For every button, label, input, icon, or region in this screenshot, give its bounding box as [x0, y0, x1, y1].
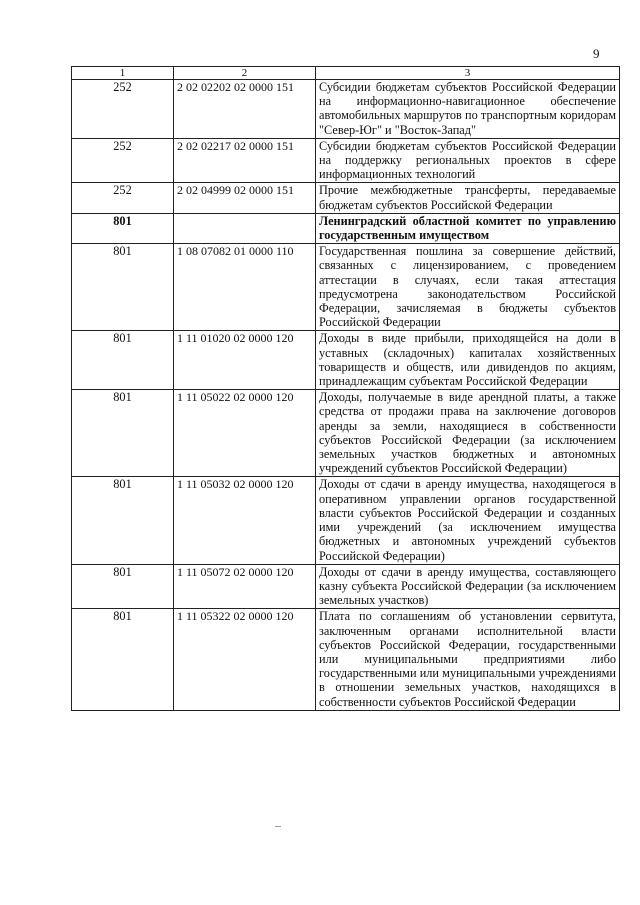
- admin-code-cell: 801: [72, 477, 174, 564]
- revenue-name-cell: Государственная пошлина за совершение действий, связанных с лицензированием, с проведением аттестации в случаях, если такая аттестация предусмотрена законодательством Российской Федерации, зачисляемая в бюджеты субъектов Российской Федерации: [316, 244, 620, 331]
- revenue-name-cell: Доходы, получаемые в виде арендной платы, а также средства от продажи права на заключение договоров аренды за земли, находящиеся в собственности субъектов Российской Федерации (за исключением земельных участков бюджетных и автономных учреждений субъектов Российской Федерации): [316, 390, 620, 477]
- table-header-row: [72, 67, 620, 80]
- admin-code-cell: 801: [72, 564, 174, 609]
- kbk-code-cell: 1 11 05072 02 0000 120: [174, 564, 316, 609]
- scan-mark: [275, 826, 281, 827]
- kbk-code-cell: 1 08 07082 01 0000 110: [174, 244, 316, 331]
- revenue-name-cell: Плата по соглашениям об установлении сервитута, заключенным органами исполнительной власти субъектов Российской Федерации, государственными или муниципальными предприятиями либо государственными или муниципальными учреждениями в отношении земельных участков, находящихся в собственности субъектов Российской Федерации: [316, 609, 620, 710]
- table-row: [72, 564, 620, 609]
- revenue-name-cell: Доходы от сдачи в аренду имущества, составляющего казну субъекта Российской Федерации (за исключением земельных участков): [316, 564, 620, 609]
- column-header-name: 3: [316, 67, 620, 80]
- table-row: [72, 138, 620, 183]
- kbk-code-cell: 2 02 04999 02 0000 151: [174, 183, 316, 213]
- revenue-table: [71, 66, 620, 711]
- table-row: [72, 183, 620, 213]
- admin-code-cell: 801: [72, 244, 174, 331]
- page-number: 9: [593, 46, 600, 61]
- admin-code-cell: 801: [72, 331, 174, 390]
- column-header-kbk: 2: [174, 67, 316, 80]
- column-header-admin: 1: [72, 67, 174, 80]
- table-row: [72, 609, 620, 710]
- admin-code-cell: 801: [72, 390, 174, 477]
- kbk-code-cell: 2 02 02217 02 0000 151: [174, 138, 316, 183]
- table-row: [72, 331, 620, 390]
- admin-code-cell: 801: [72, 609, 174, 710]
- revenue-name-cell: Доходы от сдачи в аренду имущества, находящегося в оперативном управлении органов государственной власти субъектов Российской Федерации и созданных ими учреждений (за исключением имущества бюджетных и автономных учреждений субъектов Российской Федерации): [316, 477, 620, 564]
- section-title-cell: Ленинградский областной комитет по управлению государственным имуществом: [316, 213, 620, 243]
- revenue-name-cell: Прочие межбюджетные трансферты, передаваемые бюджетам субъектов Российской Федерации: [316, 183, 620, 213]
- table-row: [72, 80, 620, 139]
- kbk-code-cell: 1 11 05022 02 0000 120: [174, 390, 316, 477]
- admin-code-cell: 252: [72, 80, 174, 139]
- table-row: [72, 477, 620, 564]
- table-section-row: [72, 213, 620, 243]
- kbk-code-cell: 1 11 05322 02 0000 120: [174, 609, 316, 710]
- kbk-code-cell: 2 02 02202 02 0000 151: [174, 80, 316, 139]
- kbk-code-cell: 1 11 01020 02 0000 120: [174, 331, 316, 390]
- revenue-name-cell: Субсидии бюджетам субъектов Российской Федерации на поддержку региональных проектов в сфере информационных технологий: [316, 138, 620, 183]
- kbk-code-cell: [174, 213, 316, 243]
- admin-code-cell: 801: [72, 213, 174, 243]
- table-row: [72, 390, 620, 477]
- kbk-code-cell: 1 11 05032 02 0000 120: [174, 477, 316, 564]
- revenue-name-cell: Доходы в виде прибыли, приходящейся на доли в уставных (складочных) капиталах хозяйственных товариществ и обществ, или дивидендов по акциям, принадлежащим субъектам Российской Федерации: [316, 331, 620, 390]
- admin-code-cell: 252: [72, 183, 174, 213]
- admin-code-cell: 252: [72, 138, 174, 183]
- table-row: [72, 244, 620, 331]
- revenue-name-cell: Субсидии бюджетам субъектов Российской Федерации на информационно-навигационное обеспечение автомобильных маршрутов по транспортным коридорам "Север-Юг" и "Восток-Запад": [316, 80, 620, 139]
